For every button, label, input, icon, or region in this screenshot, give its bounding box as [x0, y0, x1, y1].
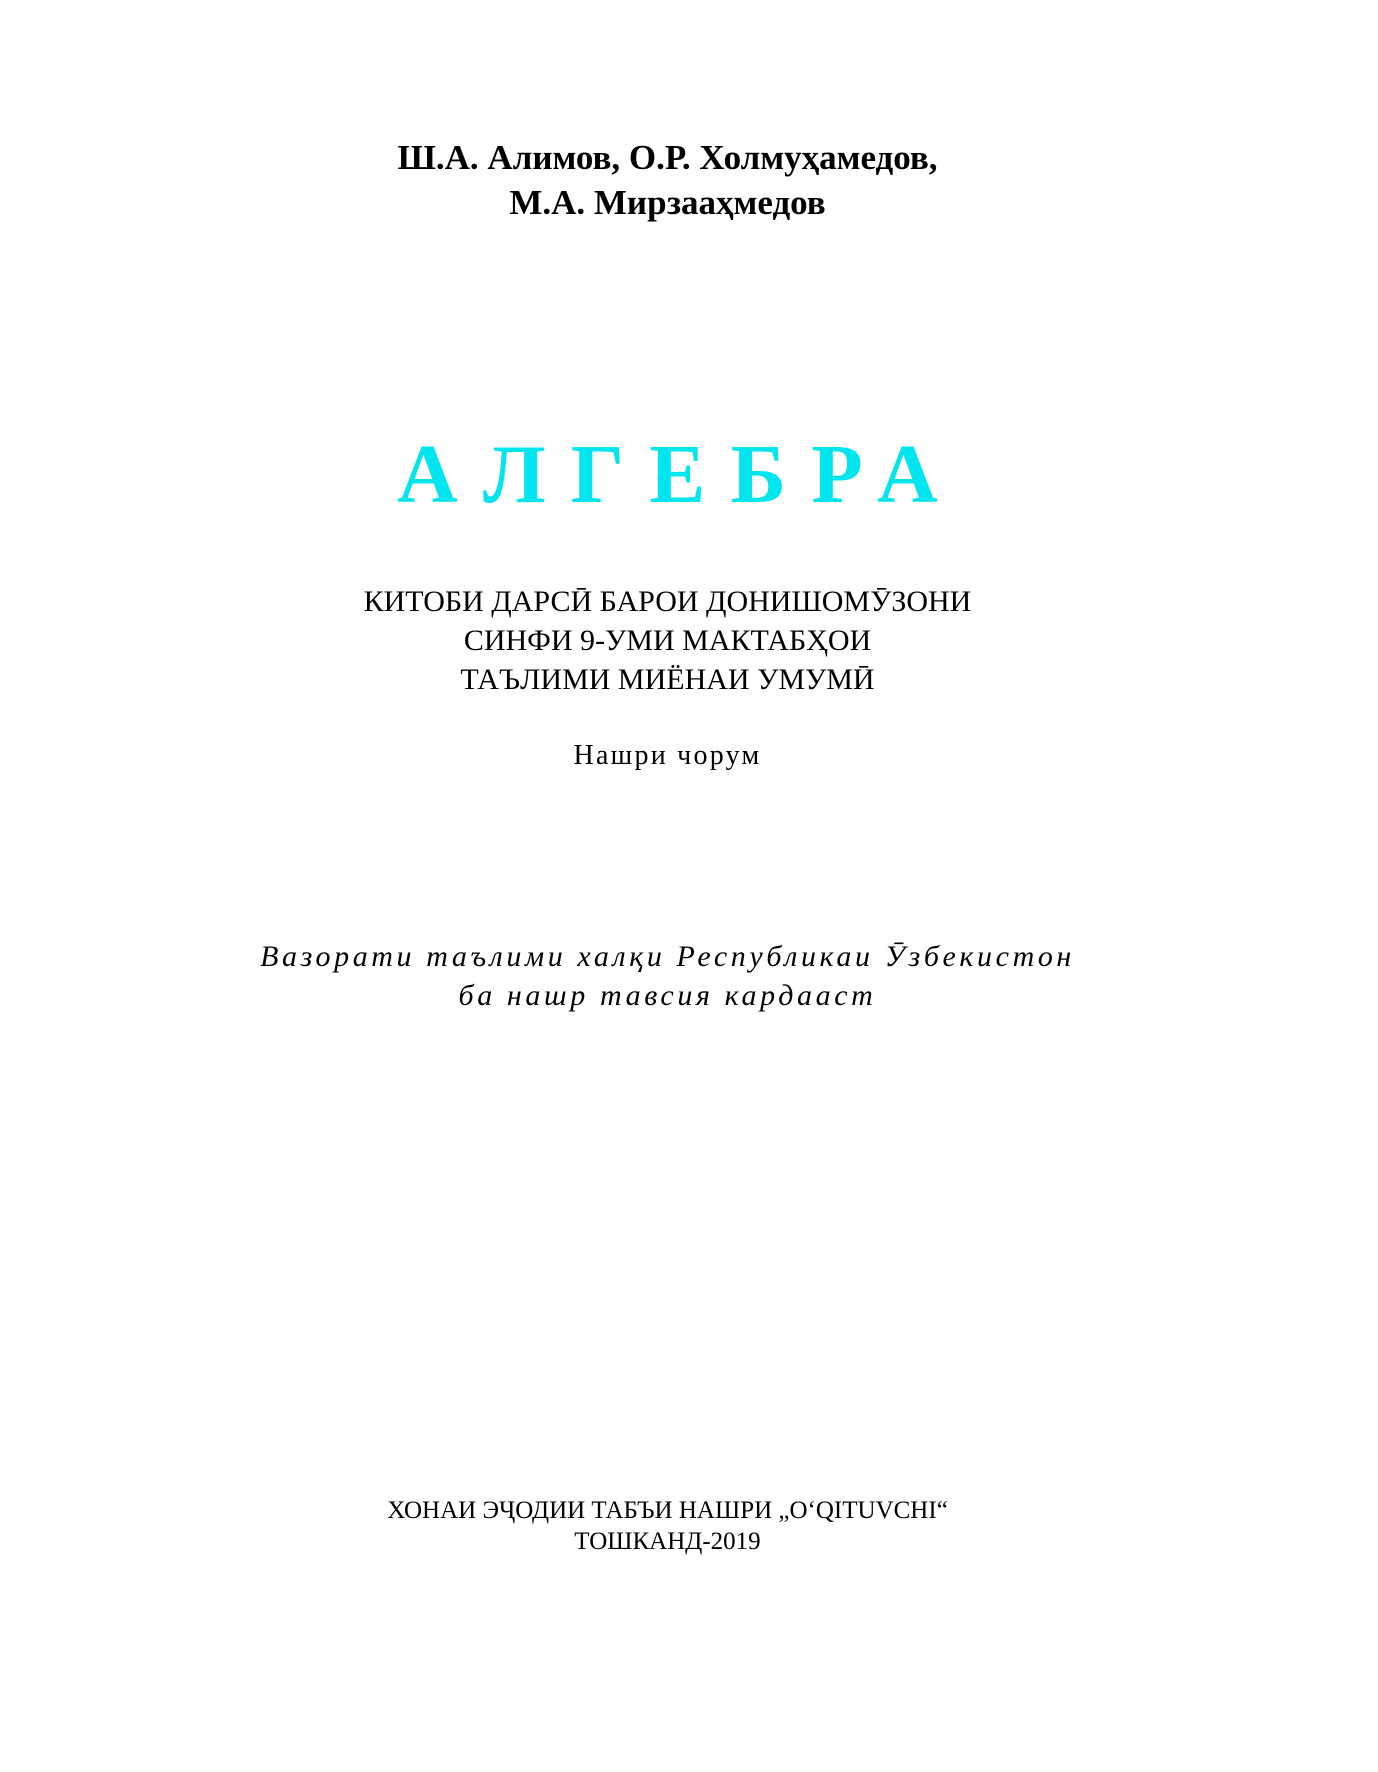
edition-label: Нашри чорум — [573, 740, 762, 771]
recommendation-line-1: Вазорати таълими халқи Республикаи Ӯзбекистон — [260, 940, 1075, 973]
book-title: АЛГЕБРА — [397, 428, 964, 521]
ministry-recommendation — [0, 937, 1335, 1015]
book-subtitle — [0, 582, 1335, 699]
authors-line-1: Ш.А. Алимов, О.Р. Холмуҳамедов, — [397, 138, 938, 177]
subtitle-line-1: КИТОБИ ДАРСӢ БАРОИ ДОНИШОМӮЗОНИ — [363, 585, 972, 618]
publisher-name: ХОНАИ ЭҶОДИИ ТАБЪИ НАШРИ „O‘QITUVCHI“ — [387, 1497, 948, 1524]
publisher-imprint — [0, 1495, 1335, 1557]
publisher-city-year: ТОШКАНД-2019 — [574, 1528, 761, 1555]
subtitle-line-2: СИНФИ 9-УМИ МАКТАБҲОИ — [463, 624, 872, 657]
recommendation-line-2: ба нашр тавсия кардааст — [458, 979, 877, 1012]
subtitle-line-3: ТАЪЛИМИ МИЁНАИ УМУМӢ — [460, 663, 875, 696]
authors-line-2: М.А. Мирзааҳмедов — [509, 183, 826, 222]
authors — [0, 135, 1335, 225]
